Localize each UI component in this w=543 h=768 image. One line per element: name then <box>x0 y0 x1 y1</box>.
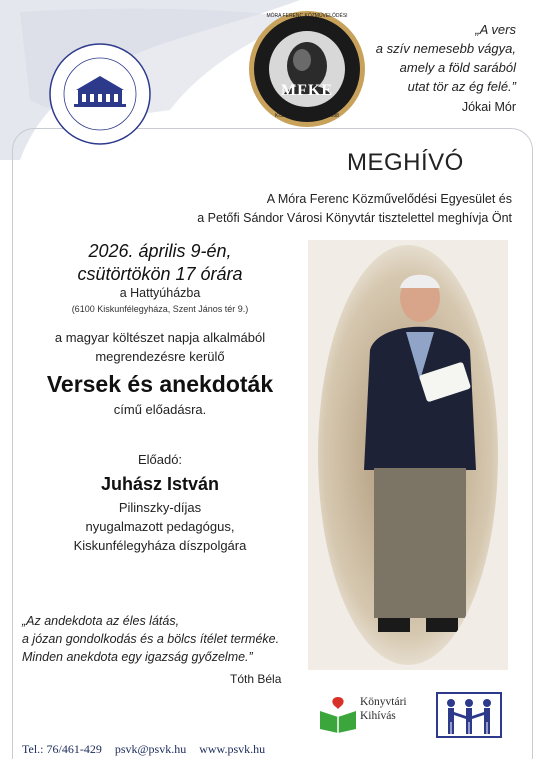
footer-phone: Tel.: 76/461-429 <box>22 742 102 756</box>
book-icon <box>318 693 358 733</box>
event-date-line1: 2026. április 9-én, <box>88 241 232 261</box>
presenter-name: Juhász István <box>100 474 220 494</box>
presenter-photo <box>308 240 508 670</box>
footer-email[interactable]: psvk@psvk.hu <box>114 742 187 756</box>
presenter-desc-line: Kiskunfélegyháza díszpolgára <box>73 538 247 553</box>
footer-website[interactable]: www.psvk.hu <box>199 742 266 756</box>
readers-logo-icon <box>436 692 502 738</box>
mfke-seal <box>248 10 366 128</box>
konyvtari-kihivas-logo <box>360 695 407 723</box>
presenter-description <box>20 498 300 555</box>
occasion-line: megrendezésre kerülő <box>95 349 225 364</box>
bottom-quote-author: Tóth Béla <box>230 672 282 686</box>
top-quote-author: Jókai Mór <box>461 100 516 114</box>
bottom-quote <box>22 612 312 666</box>
top-quote-line: amely a föld sarából <box>399 60 516 75</box>
event-date <box>30 240 290 286</box>
event-subtitle: című előadásra. <box>113 402 207 417</box>
kk-line2: Kihívás <box>360 710 396 722</box>
event-title: Versek és anekdoták <box>46 371 274 397</box>
top-quote-line: a szív nemesebb vágya, <box>375 41 516 56</box>
bottom-quote-line: „Az andekdota az éles látás, <box>22 614 180 628</box>
event-venue: a Hattyúházba <box>119 286 201 300</box>
presenter-label: Előadó: <box>137 452 183 467</box>
presenter-desc-line: Pilinszky-díjas <box>118 500 202 515</box>
occasion-line: a magyar költészet napja alkalmából <box>54 330 266 345</box>
event-date-line2: csütörtökön 17 órára <box>77 264 243 284</box>
invitation-title: MEGHÍVÓ <box>347 149 464 176</box>
top-quote-line: utat tör az ég felé.” <box>407 79 516 94</box>
inviter-line: a Petőfi Sándor Városi Könyvtár tisztelettel meghívja Önt <box>197 211 512 225</box>
kk-line1: Könyvtári <box>360 696 407 708</box>
seal-mark: MFKE <box>281 82 333 99</box>
inviter-text <box>150 190 512 228</box>
top-quote-line: „A vers <box>475 22 516 37</box>
inviter-line: A Móra Ferenc Közművelődési Egyesület és <box>266 192 512 206</box>
library-logo <box>48 42 152 146</box>
event-occasion <box>20 328 300 366</box>
library-logo-text <box>40 146 160 147</box>
bottom-quote-line: Minden anekdota egy igazság győzelme.” <box>22 650 253 664</box>
bottom-quote-line: a józan gondolkodás és a bölcs ítélet terméke. <box>22 632 280 646</box>
top-quote <box>366 20 516 96</box>
seal-text: MÓRA FERENC KÖZMŰVELŐDÉSI EGYESÜLET <box>266 13 348 25</box>
footer-contacts <box>22 742 275 757</box>
presenter-desc-line: nyugalmazott pedagógus, <box>85 519 235 534</box>
seal-bottom-text: KISKUNFÉLEGYHÁZA 1988 <box>275 113 339 119</box>
event-address: (6100 Kiskunfélegyháza, Szent János tér 9.) <box>71 304 249 314</box>
